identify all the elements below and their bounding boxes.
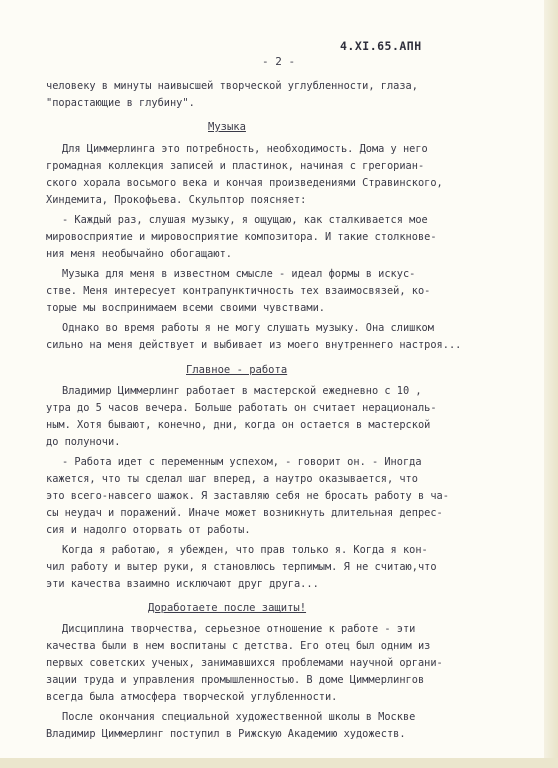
text-line: стве. Меня интересует контрапунктичность тех взаимосвязей, ко- <box>46 285 431 297</box>
paper-edge-right <box>544 0 558 768</box>
text-line: Однако во время работы я не могу слушать музыку. Она слишком <box>62 322 434 334</box>
text-line: - Работа идет с переменным успехом, - говорит он. - Иногда <box>62 456 422 468</box>
paper-edge-bottom <box>0 758 558 768</box>
text-line: громадная коллекция записей и пластинок, начиная с грегориан- <box>46 160 425 172</box>
text-line: это всего-навсего шажок. Я заставляю себя не бросать работу в ча- <box>46 490 449 502</box>
text-line: первых советских ученых, занимавшихся проблемами научной органи- <box>46 657 443 669</box>
text-line: Когда я работаю, я убежден, что прав только я. Когда я кон- <box>62 544 428 556</box>
text-line: Для Циммерлинга это потребность, необходимость. Дома у него <box>62 143 428 155</box>
text-line: мировосприятие и мировосприятие композитора. И такие столкнове- <box>46 231 437 243</box>
text-line: сы неудач и поражений. Иначе может возникнуть длительная депрес- <box>46 507 443 519</box>
text-line: утра до 5 часов вечера. Больше работать он считает нерациональ- <box>46 402 437 414</box>
section-heading: Музыка <box>208 121 246 133</box>
text-line: сия и надолго оторвать от работы. <box>46 524 251 536</box>
text-line: - Каждый раз, слушая музыку, я ощущаю, как сталкивается мое <box>62 214 428 226</box>
text-line: Дисциплина творчества, серьезное отношение к работе - эти <box>62 623 416 635</box>
text-line: кажется, что ты сделал шаг вперед, а наутро оказывается, что <box>46 473 418 485</box>
text-line: эти качества взаимно исключают друг друга... <box>46 578 319 590</box>
text-line: После окончания специальной художественной школы в Москве <box>62 711 416 723</box>
page-number: - 2 - <box>262 55 296 68</box>
text-line: сильно на меня действует и выбивает из моего внутреннего настроя... <box>46 339 462 351</box>
section-heading: Доработаете после защиты! <box>148 602 307 614</box>
text-line: зации труда и управления промышленностью. В доме Циммерлингов <box>46 674 425 686</box>
text-line: Хиндемита, Прокофьева. Скульптор поясняет: <box>46 194 307 206</box>
text-line: Владимир Циммерлинг поступил в Рижскую Академию художеств. <box>46 728 406 740</box>
text-line: Владимир Циммерлинг работает в мастерской ежедневно с 10 , <box>62 385 422 397</box>
text-line: ния меня необычайно обогащают. <box>46 248 232 260</box>
document-reference: 4.XI.65.АПН <box>340 39 422 53</box>
text-line: ского хорала восьмого века и кончая произведениями Стравинского, <box>46 177 443 189</box>
section-heading: Главное - работа <box>186 364 288 376</box>
text-line: ным. Хотя бывают, конечно, дни, когда он остается в мастерской <box>46 419 431 431</box>
text-line: всегда была атмосфера творческой углубленности. <box>46 691 338 703</box>
text-line: торые мы воспринимаем всеми своими чувствами. <box>46 302 325 314</box>
text-line: человеку в минуты наивысшей творческой углубленности, глаза, <box>46 80 418 92</box>
text-line: чил работу и вытер руки, я становлюсь терпимым. Я не считаю,что <box>46 561 437 573</box>
text-line: Музыка для меня в известном смысле - идеал формы в искус- <box>62 268 416 280</box>
text-line: до полуночи. <box>46 436 121 448</box>
text-line: "порастающие в глубину". <box>46 97 195 109</box>
text-line: качества были в нем воспитаны с детства. Его отец был одним из <box>46 640 431 652</box>
